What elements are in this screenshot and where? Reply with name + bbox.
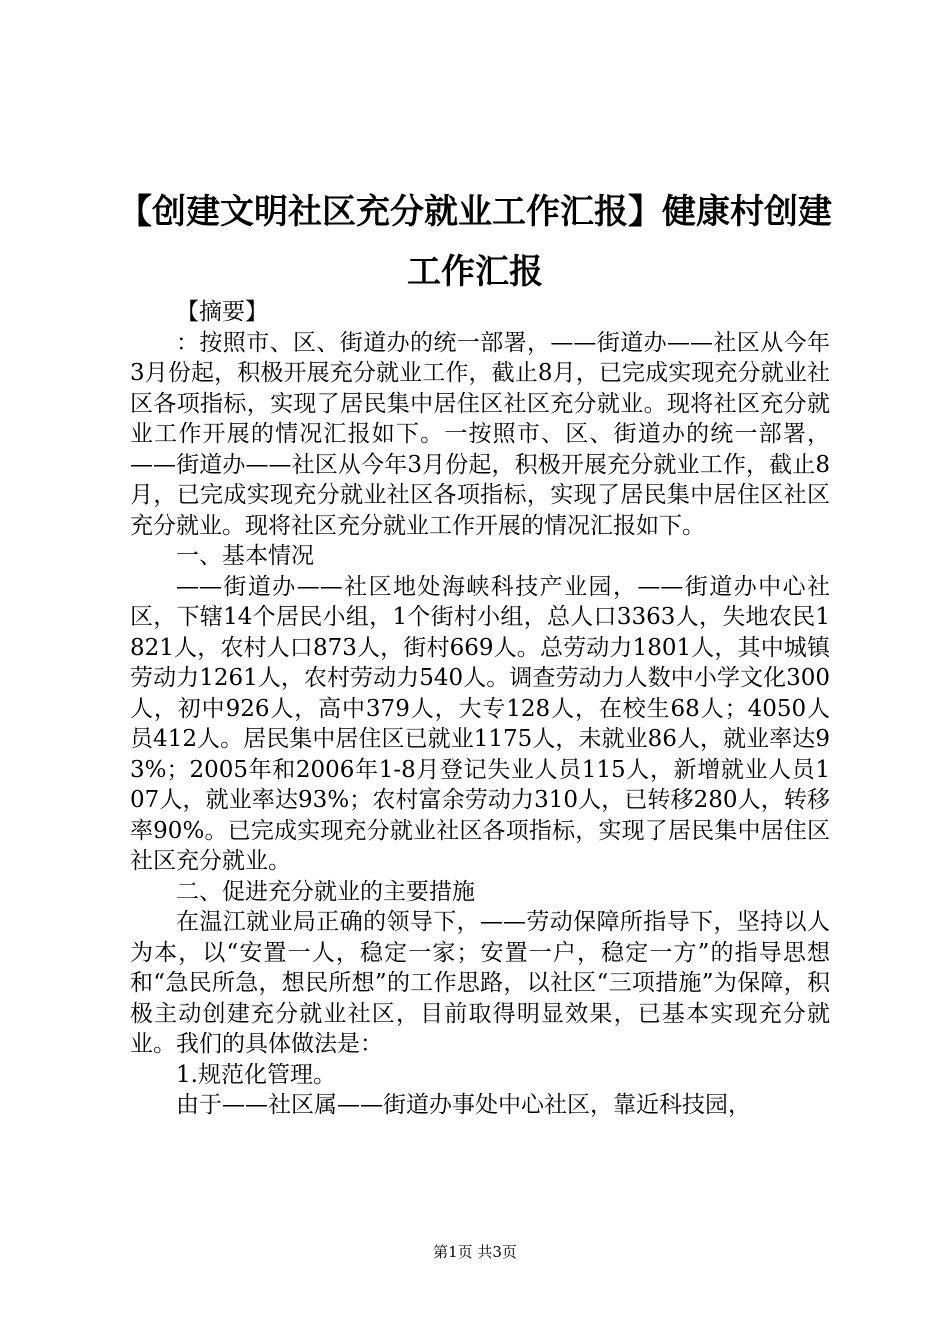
document-body — [130, 297, 830, 1121]
abstract-paragraph: ：按照市、区、街道办的统一部署，——街道办——社区从今年3月份起，积极开展充分就业工作，截止8月，已完成实现充分就业社区各项指标，实现了居民集中居住区社区充分就业。现将社区充分就业工作开展的情况汇报如下。一按照市、区、街道办的统一部署，——街道办——社区从今年3月份起，积极开展充分就业工作，截止8月，已完成实现充分就业社区各项指标，实现了居民集中居住区社区充分就业。现将社区充分就业工作开展的情况汇报如下。 — [130, 329, 830, 539]
abstract-label: 【摘要】 — [176, 299, 268, 325]
section-heading-measures: 二、促进充分就业的主要措施 — [176, 878, 475, 905]
page-footer: 第1页 共3页 — [433, 1243, 517, 1261]
standardized-management-paragraph: 由于——社区属——街道办事处中心社区，靠近科技园， — [176, 1092, 751, 1118]
section-heading-basic-situation: 一、基本情况 — [176, 543, 314, 569]
subheading-standardized-management: 1.规范化管理。 — [176, 1061, 336, 1088]
document-title: 【创建文明社区充分就业工作汇报】健康村创建工作汇报 — [118, 192, 832, 292]
basic-situation-paragraph: ——街道办——社区地处海峡科技产业园，——街道办中心社区，下辖14个居民小组，1个街村小组，总人口3363人，失地农民1821人，农村人口873人，街村669人。总劳动力1801人，其中城镇劳动力1261人，农村劳动力540人。调查劳动力人数中小学文化300人，初中926人，高中379人，大专128人，在校生68人；4050人员412人。居民集中居住区已就业1175人，未就业86人，就业率达93%；2005年和2006年1-8月登记失业人员115人，新增就业人员107人，就业率达93%；农村富余劳动力310人，已转移280人，转移率90%。已完成实现充分就业社区各项指标，实现了居民集中居住区社区充分就业。 — [130, 573, 830, 874]
measures-paragraph: 在温江就业局正确的领导下，——劳动保障所指导下，坚持以人为本，以“安置一人，稳定一家；安置一户，稳定一方”的指导思想和“急民所急，想民所想”的工作思路，以社区“三项措施”为保障，积极主动创建充分就业社区，目前取得明显效果，已基本实现充分就业。我们的具体做法是： — [130, 909, 830, 1057]
